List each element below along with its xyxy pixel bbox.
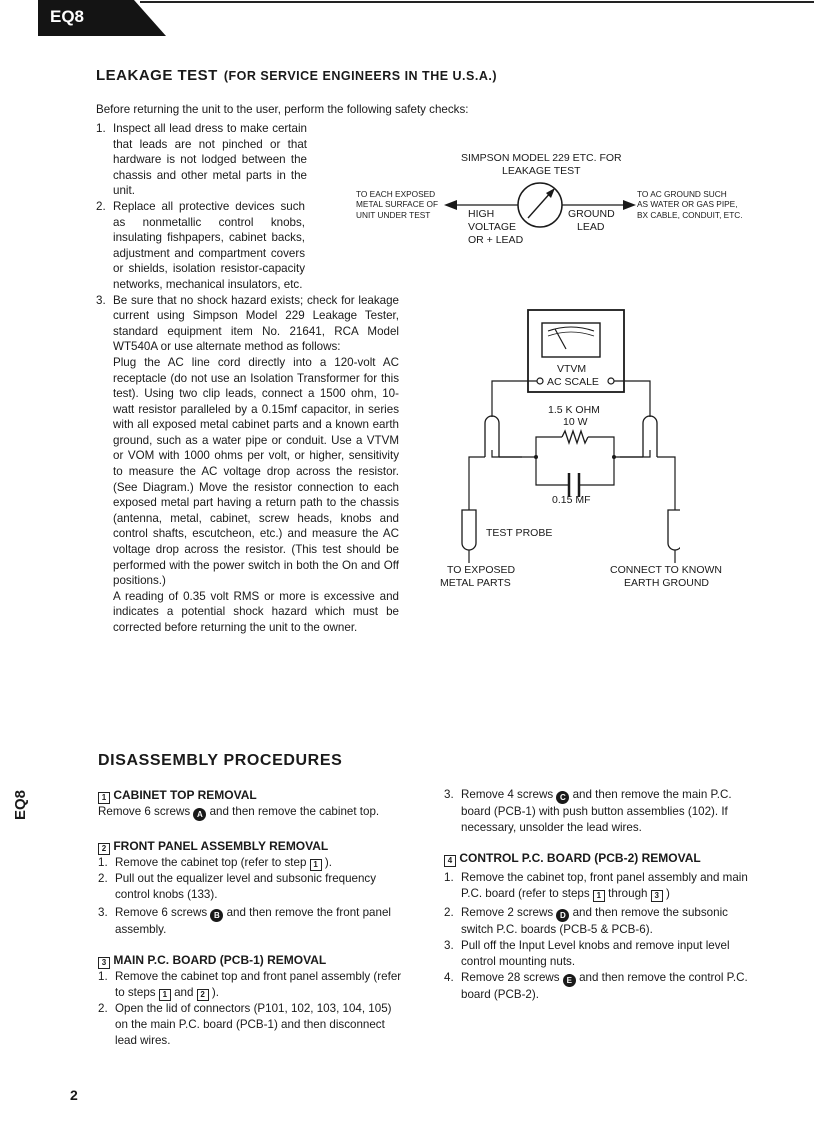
- test-probe-label: TEST PROBE: [486, 527, 553, 539]
- step-box: 2: [98, 843, 110, 855]
- right-note-line: AS WATER OR GAS PIPE,: [637, 199, 738, 210]
- probe-link-right: [657, 457, 675, 463]
- resistor-label-line1: 1.5 K OHM: [548, 404, 600, 416]
- text: and then remove the subsonic switch P.C. boards (PCB-5 & PCB-6).: [461, 906, 728, 936]
- earth-ground-line2: EARTH GROUND: [624, 577, 709, 589]
- section-cabinet-top-text: [98, 804, 404, 821]
- step-number: 1.: [96, 122, 106, 135]
- capacitor-wire-left: [536, 457, 568, 485]
- text: Pull out the equalizer level and subsonic frequency control knobs (133).: [115, 872, 377, 901]
- step-ref-box: 1: [310, 859, 322, 871]
- test-probe-left: [462, 510, 476, 550]
- text: and then remove the front panel assembly.: [115, 906, 391, 936]
- disassembly-right-column: [444, 787, 750, 1003]
- resistor-wire-left: [536, 437, 562, 457]
- screw-callout-a: A: [193, 808, 206, 821]
- step-number: 2.: [96, 199, 106, 213]
- step-number: 3.: [98, 906, 108, 919]
- vtvm-circuit-svg: [450, 305, 680, 570]
- disassembly-title: DISASSEMBLY PROCEDURES: [98, 752, 343, 769]
- step-number: 4.: [444, 971, 454, 984]
- vtvm-meter-window: [542, 323, 600, 357]
- section-control-pcb-heading: [444, 850, 750, 867]
- text: Remove the cabinet top, front panel assembly and main P.C. board (refer to steps: [461, 871, 748, 900]
- front-panel-step-3: [98, 905, 404, 938]
- text: and: [174, 986, 194, 999]
- text: Pull off the Input Level knobs and remove input level control mounting nuts.: [461, 939, 730, 968]
- model-tab-label: EQ8: [50, 7, 85, 26]
- meter-scale-arc: [548, 327, 594, 331]
- section-main-pcb-heading: [98, 952, 404, 969]
- text: Remove the cabinet top and front panel assembly (refer to steps: [115, 970, 402, 999]
- section-title: CABINET TOP REMOVAL: [113, 788, 257, 802]
- probe-link-left: [469, 457, 485, 463]
- control-pcb-step-2: [444, 905, 750, 938]
- terminal-left: [537, 378, 543, 384]
- section-title: FRONT PANEL ASSEMBLY REMOVAL: [113, 839, 329, 853]
- ground-lead-line1: GROUND: [568, 208, 615, 220]
- front-panel-step-2: [98, 871, 404, 903]
- text: ).: [211, 986, 219, 999]
- text: Remove 6 screws: [115, 906, 208, 919]
- section-cabinet-top-heading: [98, 787, 404, 804]
- diagram1-title-line1: SIMPSON MODEL 229 ETC. FOR: [461, 152, 622, 164]
- screw-callout-b: B: [210, 909, 223, 922]
- page-number: 2: [70, 1087, 78, 1103]
- exposed-parts-line2: METAL PARTS: [440, 577, 511, 589]
- meter-scale-arc: [548, 332, 594, 336]
- step-number: 3.: [444, 939, 454, 952]
- step-ref-box: 2: [197, 989, 209, 1001]
- step-number: 3.: [96, 293, 106, 307]
- leakage-step-1: [96, 121, 307, 199]
- vtvm-label: VTVM: [557, 363, 587, 375]
- control-pcb-step-1: [444, 870, 750, 902]
- step-text: Replace all protective devices such as nonmetallic control knobs, insulating fishpapers, cabinet backs, adjustment and compartment covers or shields, isolation resistor-capacity networks, mechanical insulators, etc.: [113, 199, 305, 291]
- screw-callout-e: E: [563, 974, 576, 987]
- control-pcb-step-4: [444, 970, 750, 1003]
- text: Remove 6 screws: [98, 805, 191, 818]
- resistor-zigzag: [562, 431, 588, 443]
- text: ): [665, 887, 670, 900]
- main-pcb-step-2: [98, 1001, 404, 1049]
- step-text-procedure: Plug the AC line cord directly into a 120-volt AC receptacle (do not use an Isolation Transformer for this test). Using two clip leads, connect a 1500 ohm, 10-watt resistor paralleled by a 0.15mf capacitor, in series with all exposed metal cabinet parts and a known earth ground, such as a water pipe or conduit. Use a VTVM or VOM with 1000 ohms per volt, or higher, sensitivity to measure the AC voltage drop across the resistor. (See Diagram.) Move the resistor connection to each exposed metal part having a return path to the chassis (antenna, metal, cabinet, screw heads, knobs and control shafts, escutcheon, etc.) and measure the AC voltage drop across the resistor. (This test should be performed with the power switch in both the On and Off positions.): [113, 355, 399, 588]
- main-pcb-step-3: [444, 787, 750, 836]
- step-box: 3: [98, 957, 110, 969]
- step-number: 2.: [444, 906, 454, 919]
- capacitor-label: 0.15 MF: [552, 494, 591, 506]
- wire-right-mid: [620, 450, 650, 457]
- header-rule: [140, 1, 814, 3]
- text: Remove the cabinet top (refer to step: [115, 856, 307, 869]
- text: Remove 28 screws: [461, 971, 560, 984]
- leakage-step-2: [96, 199, 305, 293]
- main-pcb-step-1: [98, 969, 404, 1001]
- right-note-line: BX CABLE, CONDUIT, ETC.: [637, 209, 743, 220]
- screw-callout-c: C: [556, 791, 569, 804]
- leakage-step-3: [96, 293, 399, 636]
- step-number: 2.: [98, 1002, 108, 1015]
- text: and then remove the main P.C. board (PCB-1) with push button assemblies (102). If necessary, unsolder the lead wires.: [461, 788, 732, 834]
- text: Open the lid of connectors (P101, 102, 103, 104, 105) on the main P.C. board (PCB-1) and then disconnect lead wires.: [115, 1002, 392, 1047]
- capacitor-wire-right: [580, 457, 614, 485]
- side-model-label: EQ8: [12, 789, 29, 820]
- text: Remove 2 screws: [461, 906, 554, 919]
- earth-ground-line1: CONNECT TO KNOWN: [610, 564, 723, 576]
- leakage-intro: Before returning the unit to the user, perform the following safety checks:: [96, 103, 469, 116]
- test-probe-right: [668, 510, 680, 550]
- leakage-subtitle: (FOR SERVICE ENGINEERS IN THE U.S.A.): [223, 69, 498, 83]
- left-note-line: TO EACH EXPOSED: [356, 189, 436, 199]
- leakage-title-main: LEAKAGE TEST: [96, 67, 218, 84]
- text: Remove 4 screws: [461, 788, 554, 801]
- screw-callout-d: D: [556, 909, 569, 922]
- step-ref-box: 3: [651, 890, 663, 902]
- high-voltage-line3: OR + LEAD: [468, 234, 524, 246]
- high-voltage-line1: HIGH: [468, 208, 495, 220]
- disassembly-left-column: [98, 787, 404, 1049]
- step-box: 4: [444, 855, 456, 867]
- text: ).: [324, 856, 332, 869]
- ac-scale-label: AC SCALE: [547, 376, 599, 388]
- ground-lead-line2: LEAD: [577, 221, 605, 233]
- resistor-wire-right: [588, 437, 614, 457]
- step-number: 2.: [98, 872, 108, 885]
- step-text: Inspect all lead dress to make certain that leads are not pinched or that hardware is not lodged between the chassis and other metal parts in the unit.: [113, 122, 307, 198]
- step-number: 3.: [444, 788, 454, 801]
- step-ref-box: 1: [159, 989, 171, 1001]
- step-number: 1.: [98, 970, 108, 983]
- high-voltage-line2: VOLTAGE: [468, 221, 517, 233]
- section-front-panel-heading: [98, 838, 404, 855]
- left-note-line: UNIT UNDER TEST: [356, 209, 431, 220]
- text: and then remove the control P.C. board (PCB-2).: [461, 971, 748, 1001]
- terminal-right: [608, 378, 614, 384]
- step-box: 1: [98, 792, 110, 804]
- step-text-warning: A reading of 0.35 volt RMS or more is excessive and indicates a potential shock hazard which must be corrected before returning the unit to the owner.: [113, 589, 399, 634]
- text: and then remove the cabinet top.: [209, 805, 380, 818]
- step-number: 1.: [98, 856, 108, 869]
- diagram1-right-note: [637, 189, 743, 220]
- step-number: 1.: [444, 871, 454, 884]
- left-note-line: METAL SURFACE OF: [356, 199, 439, 210]
- wire-left-top: [492, 381, 537, 417]
- control-pcb-step-3: [444, 938, 750, 970]
- section-title: MAIN P.C. BOARD (PCB-1) REMOVAL: [113, 953, 327, 967]
- left-arrow-head: [444, 200, 457, 210]
- step-text: Be sure that no shock hazard exists; check for leakage current using Simpson Model 229 Leakage Tester, standard equipment item No. 21641, RCA Model WT540A or use alternate method as follows:: [113, 293, 399, 354]
- diagram1-left-note: [356, 189, 438, 220]
- right-note-line: TO AC GROUND SUCH: [637, 189, 727, 199]
- step-ref-box: 1: [593, 890, 605, 902]
- resistor-label-line2: 10 W: [563, 416, 588, 428]
- section-title: CONTROL P.C. BOARD (PCB-2) REMOVAL: [459, 851, 701, 865]
- wire-left-mid: [492, 450, 522, 457]
- front-panel-step-1: [98, 855, 404, 871]
- text: through: [608, 887, 648, 900]
- wire-right-top: [614, 381, 650, 417]
- leakage-title: [96, 67, 497, 84]
- right-arrow-head: [623, 200, 636, 210]
- exposed-parts-line1: TO EXPOSED: [447, 564, 516, 576]
- diagram1-title-line2: LEAKAGE TEST: [502, 165, 581, 177]
